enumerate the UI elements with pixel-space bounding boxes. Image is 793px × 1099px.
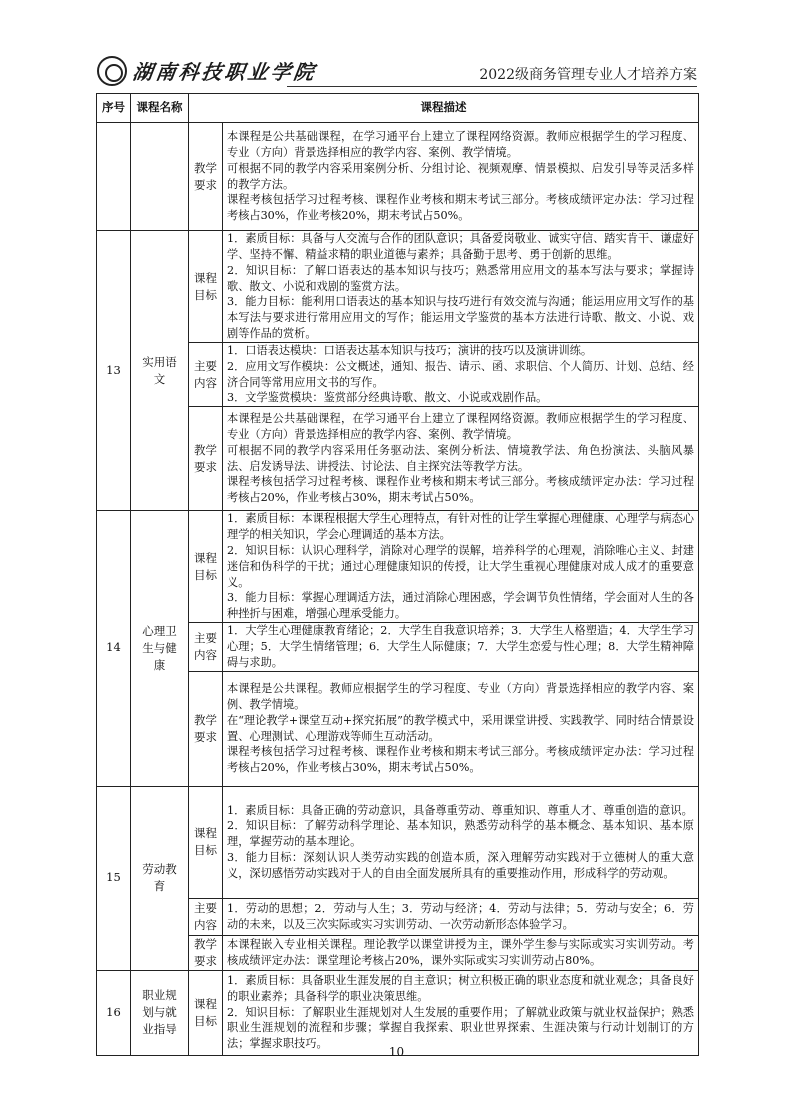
course-number: 16 <box>97 970 131 1055</box>
description-line: 2．知识目标：认识心理科学，消除对心理学的误解，培养科学的心理观，消除唯心主义、封建迷信和伪科学的干扰；通过心理健康知识的传授，让大学生重视心理健康对成人成才的重要意义。 <box>227 543 694 589</box>
description-line: 本课程是公共基础课程，在学习通平台上建立了课程网络资源。教师应根据学生的学习程度、专业（方向）背景选择相应的教学内容、案例、教学情境。 <box>227 412 694 442</box>
description-line: 可根据不同的教学内容采用案例分析、分组讨论、视频观摩、情景模拟、启发引导等灵活多样的教学方法。 <box>227 161 694 191</box>
table-row <box>97 786 699 898</box>
description-line: 1．素质目标：本课程根据大学生心理特点，有针对性的让学生掌握心理健康、心理学与病态心理学的相关知识，学会心理调适的基本方法。 <box>227 512 694 542</box>
section-description <box>223 123 699 231</box>
col-header-desc: 课程描述 <box>189 94 699 123</box>
course-number <box>97 123 131 231</box>
course-name: 职业规划与就业指导 <box>131 970 189 1055</box>
course-name <box>131 123 189 231</box>
description-line: 3．能力目标：掌握心理调适方法，通过消除心理困惑，学会调节负性情绪，学会面对人生的各种挫折与困难，增强心理承受能力。 <box>227 591 694 621</box>
description-line: 本课程是公共基础课程，在学习通平台上建立了课程网络资源。教师应根据学生的学习程度、专业（方向）背景选择相应的教学内容、案例、教学情境。 <box>227 130 694 159</box>
section-label: 课程目标 <box>189 511 223 623</box>
page-number: 10 <box>388 1045 405 1059</box>
col-header-name: 课程名称 <box>131 94 189 123</box>
description-line: 课程考核包括学习过程考核、课程作业考核和期末考试三部分。考核成绩评定办法：学习过程考核占20%，作业考核占30%，期末考试占50%。 <box>227 745 694 775</box>
description-line: 2．知识目标：了解职业生涯规划对人生发展的重要作用；了解就业政策与就业权益保护；熟悉职业生涯规划的流程和步骤；掌握自我探索、职业世界探索、生涯决策与行动计划制订的方法；掌握求职技巧。 <box>227 1005 694 1051</box>
course-table <box>96 93 699 1056</box>
table-row <box>97 123 699 231</box>
description-line: 2．知识目标：了解劳动科学理论、基本知识，熟悉劳动科学的基本概念、基本知识、基本原理，掌握劳动的基本理论。 <box>227 819 694 849</box>
section-description <box>223 898 699 935</box>
section-label: 教学要求 <box>189 671 223 786</box>
course-number: 13 <box>97 231 131 511</box>
description-line: 1．素质目标：具备职业生涯发展的自主意识；树立积极正确的职业态度和就业观念；具备良好的职业素养；具备科学的职业决策思维。 <box>227 974 694 1003</box>
description-line: 2．知识目标：了解口语表达的基本知识与技巧；熟悉常用应用文的基本写法与要求；掌握诗歌、散文、小说和戏剧的鉴赏方法。 <box>227 263 694 293</box>
table-header-row <box>97 94 699 123</box>
course-name: 劳动教育 <box>131 786 189 970</box>
page-header <box>97 52 697 92</box>
description-line: 3．能力目标：深刻认识人类劳动实践的创造本质，深入理解劳动实践对于立德树人的重大意义，深切感悟劳动实践对于人的自由全面发展所具有的重要推动作用，形成科学的劳动观。 <box>227 850 694 880</box>
description-line: 1．劳动的思想；2．劳动与人生；3．劳动与经济；4．劳动与法律；5．劳动与安全；6．劳动的未来，以及三次实际或实习实训劳动、一次劳动新形态体验学习。 <box>227 901 694 931</box>
description-line: 1．素质目标：具备正确的劳动意识，具备尊重劳动、尊重知识、尊重人才、尊重创造的意识。 <box>227 803 693 817</box>
description-line: 1．口语表达模块：口语表达基本知识与技巧；演讲的技巧以及演讲训练。 <box>227 344 593 357</box>
course-number: 14 <box>97 511 131 786</box>
section-description <box>223 623 699 671</box>
description-line: 1．素质目标：具备与人交流与合作的团队意识；具备爱岗敬业、诚实守信、踏实肯干、谦虚好学、坚持不懈、精益求精的职业道德与素养；具备勤于思考、勇于创新的思维。 <box>227 232 694 261</box>
document-title: 2022级商务管理专业人才培养方案 <box>479 67 697 83</box>
section-description <box>223 935 699 970</box>
header-rule <box>287 86 697 87</box>
description-line: 在“理论教学+课堂互动+探究拓展”的教学模式中，采用课堂讲授、实践教学、同时结合情景设置、心理测试、心理游戏等师生互动活动。 <box>227 713 694 743</box>
section-label: 主要内容 <box>189 623 223 671</box>
col-header-no: 序号 <box>97 94 131 123</box>
section-description <box>223 786 699 898</box>
school-logo-icon <box>97 56 127 86</box>
section-label: 课程目标 <box>189 231 223 343</box>
description-line: 3．能力目标：能利用口语表达的基本知识与技巧进行有效交流与沟通；能运用应用文写作的基本写法与要求进行常用应用文的写作；能运用文学鉴赏的基本方法进行诗歌、散文、小说、戏剧等作品的赏析。 <box>227 295 694 340</box>
course-name: 实用语文 <box>131 231 189 511</box>
school-name: 湖南科技职业学院 <box>131 60 319 84</box>
section-description <box>223 511 699 623</box>
section-description <box>223 671 699 786</box>
description-line: 课程考核包括学习过程考核、课程作业考核和期末考试三部分。考核成绩评定办法：学习过程考核占20%，作业考核占30%，期末考试占50%。 <box>227 475 694 505</box>
section-description <box>223 407 699 511</box>
description-line: 本课程嵌入专业相关课程。理论教学以课堂讲授为主，课外学生参与实际或实习实训劳动。考核成绩评定办法：课堂理论考核占20%，课外实际或实习实训劳动占80%。 <box>227 937 694 967</box>
description-line: 2．应用文写作模块：公文概述，通知、报告、请示、函、求职信、个人简历、计划、总结、经济合同等常用应用文书的写作。 <box>227 359 694 389</box>
table-row <box>97 231 699 343</box>
table-body <box>97 123 699 1056</box>
section-label: 教学要求 <box>189 935 223 970</box>
section-label: 教学要求 <box>189 407 223 511</box>
table-row <box>97 970 699 1055</box>
section-label: 课程目标 <box>189 786 223 898</box>
section-description <box>223 343 699 407</box>
description-line: 课程考核包括学习过程考核、课程作业考核和期末考试三部分。考核成绩评定办法：学习过程考核占30%，作业考核20%，期末考试占50%。 <box>227 193 694 223</box>
description-line: 1．大学生心理健康教育绪论；2．大学生自我意识培养；3．大学生人格塑造；4．大学生学习心理；5．大学生情绪管理；6．大学生人际健康；7．大学生恋爱与性心理；8．大学生精神障碍与求助。 <box>227 624 694 669</box>
course-number: 15 <box>97 786 131 970</box>
description-line: 本课程是公共课程。教师应根据学生的学习程度、专业（方向）背景选择相应的教学内容、案例、教学情境。 <box>227 682 694 711</box>
section-description <box>223 231 699 343</box>
table-row <box>97 511 699 623</box>
section-label: 主要内容 <box>189 898 223 935</box>
section-label: 主要内容 <box>189 343 223 407</box>
section-description <box>223 970 699 1055</box>
section-label: 课程目标 <box>189 970 223 1055</box>
section-label: 教学要求 <box>189 123 223 231</box>
course-name: 心理卫生与健康 <box>131 511 189 786</box>
description-line: 可根据不同的教学内容采用任务驱动法、案例分析法、情境教学法、角色扮演法、头脑风暴法、启发诱导法、讲授法、讨论法、自主探究法等教学方法。 <box>227 443 694 473</box>
description-line: 3．文学鉴赏模块：鉴赏部分经典诗歌、散文、小说或戏剧作品。 <box>227 391 548 405</box>
